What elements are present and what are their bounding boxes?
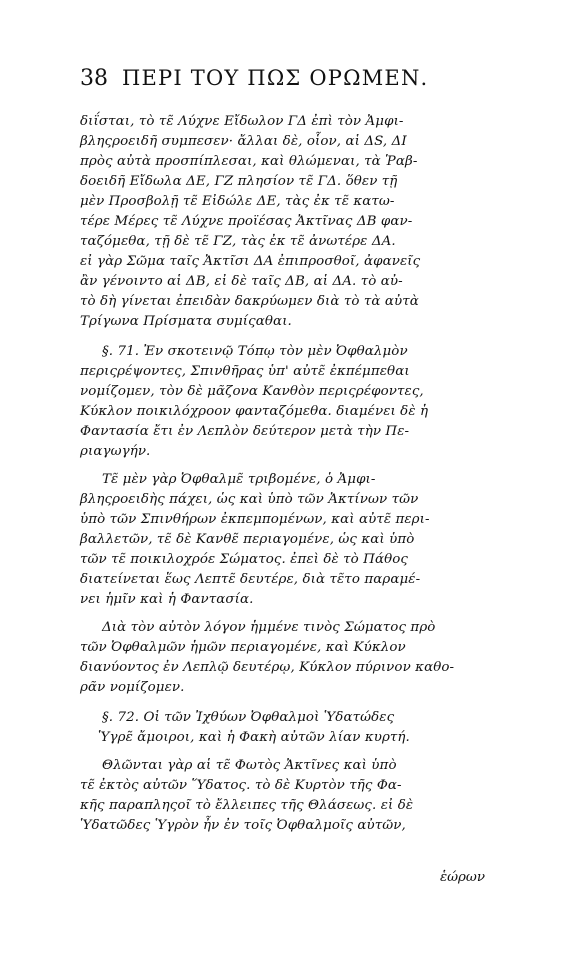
text-line: νει ἡμῖν καὶ ἡ Φαντασία.	[80, 592, 254, 607]
text-line: μὲν Προσβολῇ τε̃ Εἰδώλε ΔΕ, τὰς ἐκ τε̃ κατω-	[80, 194, 395, 209]
text-line: Κύκλον ποικιλόχροον φανταζόμεθα. διαμένει δὲ ἡ	[80, 404, 429, 419]
text-line: ρᾶν νομίζομεν.	[80, 680, 185, 695]
text-line: Διὰ τὸν αὐτὸν λόγον ἡμμένε τινὸς Σώματος πρὸ	[102, 620, 436, 635]
catchword: ἑώρων	[439, 870, 485, 885]
text-line: δοειδῆ Εἴδωλα ΔΕ, ΓΖ πλησίον τε̃ ΓΔ. ὅθεν τῇ	[80, 174, 398, 189]
text-line: ταζόμεθα, τῇ δὲ τε̃ ΓΖ, τὰς ἐκ τε̃ ἀνωτέρε ΔΑ.	[80, 234, 396, 249]
text-body	[80, 112, 490, 836]
text-line: βληςροειδῆ συμπεσεν· ἄλλαι δὲ, οἷον, αἱ ΔS, ΔΙ	[80, 134, 407, 149]
page-header	[80, 66, 500, 100]
text-line: τέρε Μέρες τε̃ Λύχνε προϊέσας Ἀκτῖνας ΔΒ φαν-	[80, 214, 413, 229]
text-line: τῶν τε̃ ποικιλοχρόε Σώματος. ἐπεὶ δὲ τὸ Πάθος	[80, 552, 409, 567]
text-line: ριαγωγήν.	[80, 444, 151, 459]
text-line: νομίζομεν, τὸν δὲ μᾶζονα Κανθὸν περιςρέφοντες,	[80, 384, 424, 399]
paragraph-gap	[80, 748, 490, 756]
text-line: τῶν Ὀφθαλμῶν ἡμῶν περιαγομένε, καὶ Κύκλον	[80, 640, 406, 655]
text-line: διΐσται, τὸ τε̃ Λύχνε Εἴδωλον ΓΔ ἐπὶ τὸν Ἀμφι-	[80, 114, 404, 129]
text-line: ἂν γένοιντο αἱ ΔΒ, εἰ δὲ ταῖς ΔΒ, αἱ ΔΑ. τὸ αὐ-	[80, 274, 403, 289]
text-line: ὑπὸ τῶν Σπινθήρων ἐκπεμπομένων, καὶ αὐτε̃ περι-	[80, 512, 430, 527]
text-line: βαλλετῶν, τε̃ δὲ Κανθε̃ περιαγομένε, ὡς καὶ ὑπὸ	[80, 532, 415, 547]
text-line: τε̃ ἐκτὸς αὐτῶν Ὕδατος. τὸ δὲ Κυρτὸν τῆς Φα-	[80, 778, 402, 793]
text-line: περιςρέψοντες, Σπινθῆρας ὑπ' αὐτε̃ ἐκπέμπεθαι	[80, 364, 410, 379]
running-title: ΠΕΡΙ ΤΟΥ ΠΩΣ ΟΡΩΜΕΝ.	[122, 66, 429, 90]
text-line: πρὸς αὐτὰ προσπίπλεσαι, καὶ θλώμεναι, τὰ Ῥαβ-	[80, 154, 418, 169]
paragraph-gap	[80, 698, 490, 708]
text-line: βληςροειδὴς πάχει, ὡς καὶ ὑπὸ τῶν Ἀκτίνων τῶν	[80, 492, 419, 507]
paragraph-gap	[80, 610, 490, 618]
text-line: Φαντασία ἔτι ἐν Λεπλὸν δεύτερον μετὰ τὴν Πε-	[80, 424, 410, 439]
text-line: Τρίγωνα Πρίσματα συμίςαθαι.	[80, 314, 292, 329]
text-line: διατείνεται ἕως Λεπτε̃ δευτέρε, διὰ τε̃το παραμέ-	[80, 572, 421, 587]
page-number: 38	[80, 66, 108, 91]
section-heading-72: §. 72. Οἱ τῶν Ἰχθύων Ὀφθαλμοὶ Ὑδατώδες	[102, 710, 395, 725]
text-line: κῆς παραπληςοῖ τὸ ἔλλειπες τῆς Θλάσεως. εἰ δὲ	[80, 798, 414, 813]
text-line: Τε̃ μὲν γὰρ Ὀφθαλμε̃ τριβομένε, ὁ Ἀμφι-	[102, 472, 376, 487]
text-line: Ὑδατῶδες Ὑγρὸν ἦν ἐν τοῖς Ὀφθαλμοῖς αὐτῶν,	[80, 818, 406, 833]
paragraph-gap	[80, 462, 490, 470]
paragraph-gap	[80, 332, 490, 342]
text-line: Θλῶνται γὰρ αἱ τε̃ Φωτὸς Ἀκτῖνες καὶ ὑπὸ	[102, 758, 397, 773]
section-heading-71: §. 71. Ἐν σκοτεινῷ Τόπῳ τὸν μὲν Ὀφθαλμὸν	[102, 344, 408, 359]
text-line: τὸ δὴ γίνεται ἐπειδὰν δακρύωμεν διὰ τὸ τὰ αὐτὰ	[80, 294, 419, 309]
text-line: Ὑγρε̃ ἄμοιροι, καὶ ἡ Φακὴ αὐτῶν λίαν κυρτή.	[98, 730, 410, 745]
text-line: εἰ γὰρ Σῶμα ταῖς Ἀκτῖσι ΔΑ ἐπιπροσθοῖ, ἀφανεῖς	[80, 254, 421, 269]
text-line: διανύοντος ἐν Λεπλῷ δευτέρῳ, Κύκλον πύρινον καθο-	[80, 660, 455, 675]
